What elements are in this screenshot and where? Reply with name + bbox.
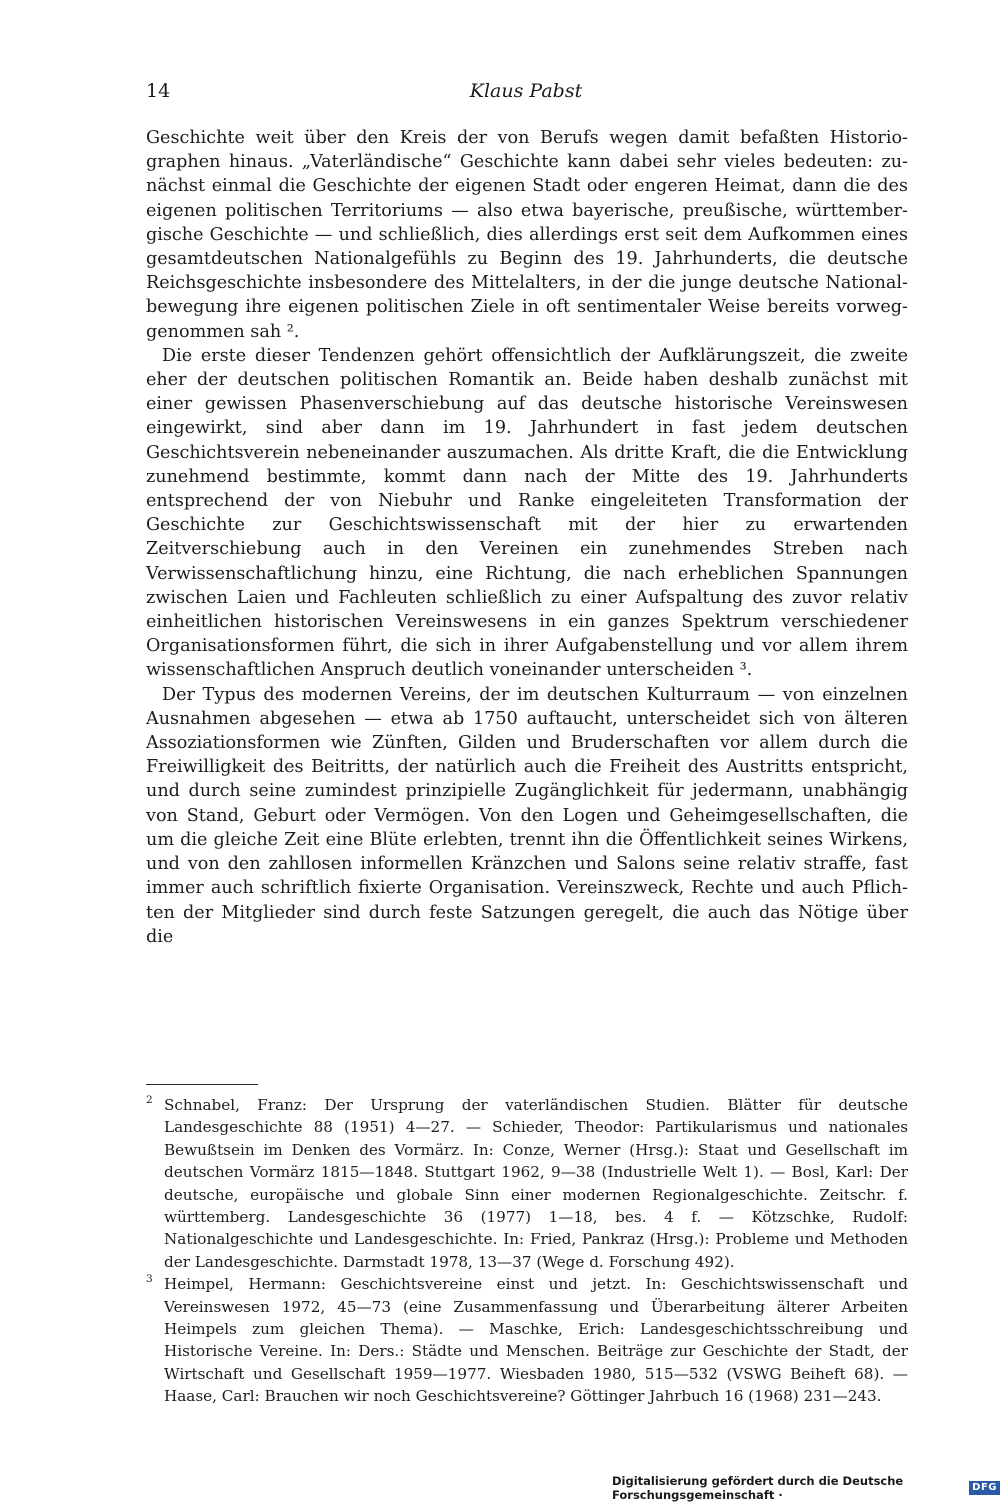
footnote-text: Heimpel, Hermann: Geschichtsvereine einst und jetzt. In: Geschichtswissenschaft und Vereinswesen 1972, 45—73 (eine Zusammenfassung und Überarbeitung älterer Arbeiten Heimpels zum gleichen Thema). — Maschke, Erich: Landesgeschichtsschreibung und Historische Vereine. In: Ders.: Städte und Menschen. Beiträge zur Geschichte der Stadt, der Wirtschaft und Gesellschaft 1959—1977. Wiesbaden 1980, 515—532 (VSWG Beiheft 68). — Haase, Carl: Brauchen wir noch Geschichtsvereine? Göttinger Jahrbuch 16 (1968) 231—243. xyxy=(164,1275,908,1406)
footnote xyxy=(146,1094,908,1273)
paragraph: Die erste dieser Tendenzen gehört offensichtlich der Aufklärungszeit, die zweite eher der deutschen politischen Romantik an. Beide haben deshalb zunächst mit einer gewissen Phasenverschiebung auf das deutsche historische Vereinswesen eingewirkt, sind aber dann im 19. Jahrhundert in fast jedem deutschen Geschichtsverein nebeneinander auszumachen. Als dritte Kraft, die die Entwicklung zunehmend bestimmte, kommt dann nach der Mitte des 19. Jahrhunderts entsprechend der von Niebuhr und Ranke eingeleiteten Transformation der Geschichte zur Geschichtswissenschaft mit der hier zu erwartenden Zeitverschiebung auch in den Vereinen ein zunehmendes Streben nach Verwissenschaftlichung hinzu, eine Richtung, die nach erheblichen Spannungen zwischen Laien und Fachleuten schließlich zu einer Aufspaltung des zuvor relativ einheitlichen historischen Vereinswesens in ein ganzes Spektrum verschiedener Organisationsformen führt, die sich in ihrer Aufgabenstellung und vor allem ihrem wissenschaftlichen Anspruch deutlich voneinander unterscheiden ³. xyxy=(146,345,908,681)
dfg-logo: DFG xyxy=(969,1481,1000,1495)
footnote-rule xyxy=(146,1084,258,1085)
footnotes xyxy=(146,1094,908,1408)
digitization-credit xyxy=(612,1474,1000,1502)
footnote xyxy=(146,1273,908,1407)
paragraph: Geschichte weit über den Kreis der von Berufs wegen damit befaßten Historiographen hinaus. „Vaterländische“ Geschichte kann dabei sehr vieles bedeuten: zunächst einmal die Geschichte der eigenen Stadt oder engeren Heimat, dann die des eigenen politischen Territoriums — also etwa bayerische, preußische, württembergische Geschichte — und schließlich, dies allerdings erst seit dem Aufkommen eines gesamtdeutschen Nationalgefühls zu Beginn des 19. Jahrhunderts, die deutsche Reichsgeschichte insbesondere des Mittelalters, in der die junge deutsche Nationalbewegung ihre eigenen politischen Ziele in oft sentimentaler Weise bereits vorweggenommen sah ². xyxy=(146,128,908,342)
footnote-marker: 2 xyxy=(146,1094,153,1106)
body-text xyxy=(146,126,908,949)
page-number: 14 xyxy=(146,80,171,102)
footnote-marker: 3 xyxy=(146,1273,153,1286)
footnote-text: Schnabel, Franz: Der Ursprung der vaterländischen Studien. Blätter für deutsche Landesgeschichte 88 (1951) 4—27. — Schieder, Theodor: Partikularismus und nationales Bewußtsein im Denken des Vormärz. In: Conze, Werner (Hrsg.): Staat und Gesellschaft im deutschen Vormärz 1815—1848. Stuttgart 1962, 9—38 (Industrielle Welt 1). — Bosl, Karl: Der deutsche, europäische und globale Sinn einer modernen Regionalgeschichte. Zeitschr. f. württemberg. Landesgeschichte 36 (1977) 1—18, bes. 4 f. — Kötzschke, Rudolf: Nationalgeschichte und Landesgeschichte. In: Fried, Pankraz (Hrsg.): Probleme und Methoden der Landesgeschichte. Darmstadt 1978, 13—37 (Wege d. Forschung 492). xyxy=(164,1096,908,1271)
credit-text: Digitalisierung gefördert durch die Deutsche Forschungsgemeinschaft · xyxy=(612,1474,904,1502)
paragraph: Der Typus des modernen Vereins, der im deutschen Kulturraum — von einzelnen Ausnahmen abgesehen — etwa ab 1750 auftaucht, unterscheidet sich von älteren Assoziationsformen wie Zünften, Gilden und Bruderschaften vor allem durch die Freiwilligkeit des Beitritts, der natürlich auch die Freiheit des Austritts entspricht, und durch seine zumindest prinzipielle Zugänglichkeit für jedermann, unabhängig von Stand, Geburt oder Vermögen. Von den Logen und Geheimgesellschaften, die um die gleiche Zeit eine Blüte erlebten, trennt ihn die Öffentlichkeit seines Wirkens, und von den zahllosen informellen Kränzchen und Salons seine relativ straffe, fast immer auch schriftlich fixierte Organisation. Vereinszweck, Rechte und auch Pflichten der Mitglieder sind durch feste Satzungen geregelt, die auch das Nötige über die xyxy=(146,684,908,947)
page-header xyxy=(146,80,906,114)
running-head: Klaus Pabst xyxy=(469,80,583,102)
